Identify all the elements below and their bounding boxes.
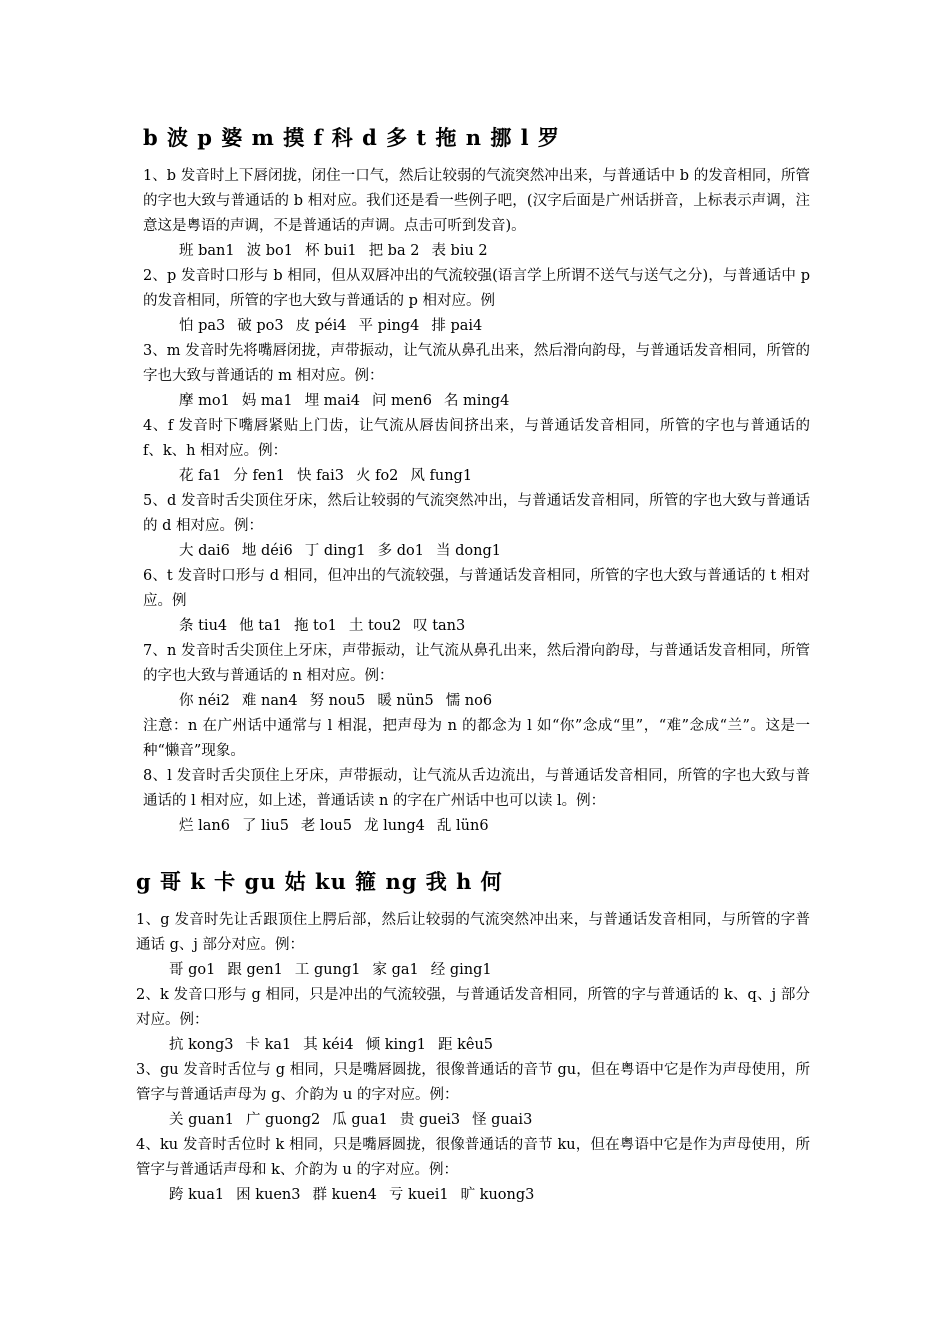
- example-word: 烂 lan6: [179, 818, 230, 834]
- example-word: 地 déi6: [241, 543, 293, 559]
- example-row: [179, 689, 950, 714]
- explanation-paragraph: 3、m 发音时先将嘴唇闭拢，声带振动，让气流从鼻孔出来，然后滑向韵母，与普通话发音相同，所管的字也大致与普通话的 m 相对应。例：: [143, 343, 810, 384]
- example-word: 暖 nün5: [377, 693, 434, 709]
- example-word: 埋 mai4: [304, 393, 360, 409]
- example-word: 亏 kuei1: [388, 1187, 449, 1203]
- example-word: 排 pai4: [431, 318, 483, 334]
- example-word: 跟 gen1: [227, 962, 283, 978]
- example-row: [179, 539, 950, 564]
- explanation-paragraph: 4、f 发音时下嘴唇紧贴上门齿，让气流从唇齿间挤出来，与普通话发音相同，所管的字也与普通话的 f、k、h 相对应。例：: [143, 418, 810, 459]
- example-row: [169, 958, 950, 983]
- example-word: 表 biu 2: [431, 243, 488, 259]
- explanation-paragraph: 5、d 发音时舌尖顶住牙床，然后让较弱的气流突然冲出，与普通话发音相同，所管的字也大致与普通话的 d 相对应。例：: [143, 493, 810, 534]
- explanation-paragraph: 3、gu 发音时舌位与 g 相同，只是嘴唇圆拢，很像普通话的音节 gu，但在粤语中它是作为声母使用，所管字与普通话声母为 g、介韵为 u 的字对应。例：: [136, 1062, 810, 1103]
- example-word: 平 ping4: [358, 318, 420, 334]
- example-word: 大 dai6: [179, 543, 230, 559]
- example-row: [179, 389, 950, 414]
- example-word: 名 ming4: [443, 393, 510, 409]
- example-row: [179, 814, 950, 839]
- example-word: 他 ta1: [239, 618, 282, 634]
- example-word: 分 fen1: [233, 468, 285, 484]
- explanation-paragraph: 1、b 发音时上下唇闭拢，闭住一口气，然后让较弱的气流突然冲出来，与普通话中 b 的发音相同，所管的字也大致与普通话的 b 相对应。我们还是看一些例子吧，(汉字后面是广州话拼音，上标表示声调，注意这是粤语的声调，不是普通话的声调。点击可听到发音)。: [143, 168, 810, 234]
- example-word: 其 kéi4: [303, 1037, 354, 1053]
- example-word: 多 do1: [377, 543, 424, 559]
- example-word: 你 néi2: [179, 693, 230, 709]
- section-velar-glottal: [0, 862, 950, 1208]
- example-word: 抗 kong3: [169, 1037, 234, 1053]
- example-word: 丁 ding1: [304, 543, 366, 559]
- example-word: 经 ging1: [430, 962, 492, 978]
- example-row: [179, 464, 950, 489]
- example-row: [169, 1183, 950, 1208]
- example-word: 关 guan1: [169, 1112, 234, 1128]
- example-word: 哥 go1: [169, 962, 216, 978]
- example-word: 摩 mo1: [179, 393, 230, 409]
- example-word: 倾 king1: [365, 1037, 426, 1053]
- example-word: 龙 lung4: [363, 818, 425, 834]
- example-word: 班 ban1: [179, 243, 235, 259]
- example-word: 努 nou5: [309, 693, 366, 709]
- example-word: 把 ba 2: [368, 243, 420, 259]
- example-word: 工 gung1: [294, 962, 361, 978]
- example-word: 群 kuen4: [312, 1187, 377, 1203]
- example-row: [169, 1033, 950, 1058]
- section-heading: b 波 p 婆 m 摸 f 科 d 多 t 拖 n 挪 l 罗: [143, 125, 560, 150]
- example-word: 怕 pa3: [179, 318, 226, 334]
- explanation-paragraph: 4、ku 发音时舌位时 k 相同，只是嘴唇圆拢，很像普通话的音节 ku，但在粤语中它是作为声母使用，所管字与普通话声母和 k、介韵为 u 的字对应。例：: [136, 1137, 810, 1178]
- explanation-paragraph: 2、p 发音时口形与 b 相同，但从双唇冲出的气流较强(语言学上所谓不送气与送气之分)，与普通话中 p 的发音相同，所管的字也大致与普通话的 p 相对应。例: [143, 268, 810, 309]
- example-word: 家 ga1: [372, 962, 419, 978]
- example-word: 困 kuen3: [236, 1187, 301, 1203]
- example-word: 叹 tan3: [413, 618, 466, 634]
- example-word: 怪 guai3: [472, 1112, 533, 1128]
- example-word: 贵 guei3: [399, 1112, 461, 1128]
- example-word: 旷 kuong3: [460, 1187, 535, 1203]
- example-word: 土 tou2: [348, 618, 402, 634]
- example-word: 风 fung1: [410, 468, 473, 484]
- example-word: 花 fa1: [179, 468, 222, 484]
- example-word: 懦 no6: [445, 693, 493, 709]
- example-word: 跨 kua1: [169, 1187, 225, 1203]
- example-word: 问 men6: [371, 393, 432, 409]
- example-word: 快 fai3: [296, 468, 344, 484]
- example-word: 妈 ma1: [241, 393, 293, 409]
- example-word: 难 nan4: [241, 693, 298, 709]
- example-word: 广 guong2: [245, 1112, 321, 1128]
- example-word: 瓜 gua1: [332, 1112, 388, 1128]
- example-word: 拖 to1: [293, 618, 337, 634]
- section-heading: g 哥 k 卡 gu 姑 ku 箍 ng 我 h 何: [136, 869, 503, 894]
- example-word: 距 kêu5: [437, 1037, 494, 1053]
- example-word: 波 bo1: [246, 243, 293, 259]
- example-word: 火 fo2: [355, 468, 399, 484]
- example-word: 了 liu5: [241, 818, 289, 834]
- example-word: 皮 péi4: [295, 318, 347, 334]
- explanation-paragraph: 注意：n 在广州话中通常与 l 相混，把声母为 n 的都念为 l 如“你”念成“里”，“难”念成“兰”。这是一种“懒音”现象。: [143, 718, 810, 759]
- example-word: 卡 ka1: [245, 1037, 292, 1053]
- example-row: [169, 1108, 950, 1133]
- explanation-paragraph: 7、n 发音时舌尖顶住上牙床，声带振动，让气流从鼻孔出来，然后滑向韵母，与普通话发音相同，所管的字也大致与普通话的 n 相对应。例：: [143, 643, 810, 684]
- section-items: [0, 908, 950, 1208]
- example-row: [179, 239, 950, 264]
- section-items: [0, 164, 950, 839]
- example-word: 当 dong1: [435, 543, 501, 559]
- example-word: 乱 lün6: [436, 818, 489, 834]
- example-row: [179, 314, 950, 339]
- example-word: 条 tiu4: [179, 618, 228, 634]
- explanation-paragraph: 1、g 发音时先让舌跟顶住上腭后部，然后让较弱的气流突然冲出来，与普通话发音相同，与所管的字普通话 g、j 部分对应。例：: [136, 912, 810, 953]
- example-row: [179, 614, 950, 639]
- example-word: 破 po3: [237, 318, 284, 334]
- explanation-paragraph: 6、t 发音时口形与 d 相同，但冲出的气流较强，与普通话发音相同，所管的字也大致与普通话的 t 相对应。例: [143, 568, 810, 609]
- explanation-paragraph: 8、l 发音时舌尖顶住上牙床，声带振动，让气流从舌边流出，与普通话发音相同，所管的字也大致与普通话的 l 相对应，如上述，普通话读 n 的字在广州话中也可以读 l。例：: [143, 768, 810, 809]
- explanation-paragraph: 2、k 发音口形与 g 相同，只是冲出的气流较强，与普通话发音相同，所管的字与普通话的 k、q、j 部分对应。例：: [136, 987, 810, 1028]
- section-labial-alveolar: [0, 118, 950, 839]
- example-word: 杯 bui1: [304, 243, 357, 259]
- example-word: 老 lou5: [300, 818, 352, 834]
